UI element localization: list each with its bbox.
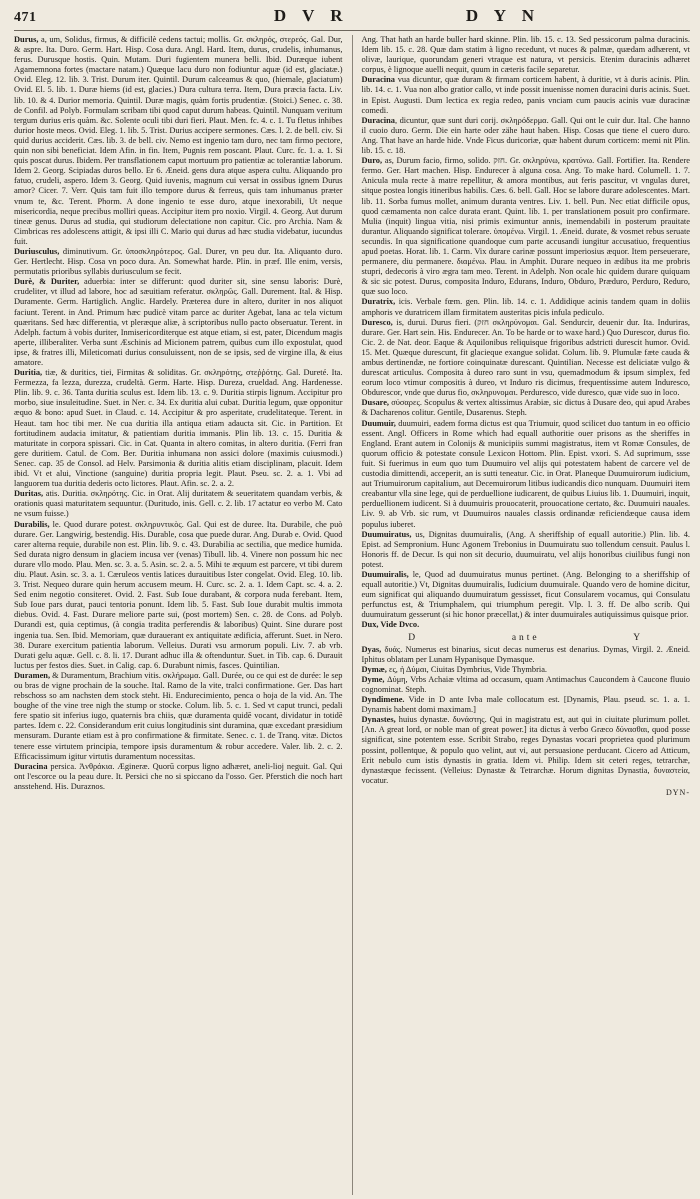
- entry-text: σύσαρες. Scopulus & vertex altissimus Arabiæ, sic dictus à Dusare deo, qui apud Arabes & Dacharenos colitur. Gentile, Dusarenus. Steph.: [361, 398, 690, 418]
- entry-lemma: Duracina: [14, 761, 48, 771]
- entry-lemma: Duratrix,: [361, 297, 396, 307]
- cross-reference-entry: [361, 620, 690, 630]
- entry-lemma: Duresco,: [361, 317, 393, 327]
- dictionary-entry: [14, 489, 343, 519]
- entry-text: δυάς. Numerus est binarius, sicut decas numerus est denarius. Dymas, Virgil. 2. Æneid. Iphitus oblatam per Lunam Hypanisque Dymasque.: [361, 644, 690, 664]
- entry-lemma: Duro,: [361, 156, 383, 166]
- dictionary-entry: [361, 75, 690, 115]
- entry-lemma: Dynastes,: [361, 715, 396, 725]
- dictionary-entry: [361, 645, 690, 665]
- entry-text: vua dicuntur, quæ duram & firmam corticem habent, à duritie, vt à duris acinis. Plin. lib. 14. c. 1. Vua non albo gratior callo, vt inde possit inuenisse nomen duracini duris acinis. Suet. in Epist. Augusti. Dum lectica ex regia redeo, panis vnciam cum paucis acinis vuæ duracinæ comedi.: [361, 75, 690, 115]
- dictionary-entry: [14, 277, 343, 368]
- entry-text: ες, ἡ Δύμαι, Ciuitas Dymbrius, Vide Thymbria.: [386, 664, 548, 674]
- entry-lemma: Duumuiratus,: [361, 529, 412, 539]
- right-column-entries-bottom: [361, 645, 690, 786]
- dictionary-entry: [361, 419, 690, 530]
- entry-lemma: Duumuiralis,: [361, 569, 409, 579]
- dictionary-entry: [361, 156, 690, 297]
- right-column-entries-top: [361, 35, 690, 620]
- column-rule: [352, 35, 353, 1195]
- dictionary-entry: [14, 247, 343, 277]
- entry-text: icis. Verbale fœm. gen. Plin. lib. 14. c. 1. Addidique acinis tandem quam in doliis amphoris ve duratricem illam firmitatem austeritas picis infula pediculo.: [361, 297, 690, 317]
- right-column: [361, 35, 690, 1195]
- entry-text: as, Durum facio, firmo, solido. חזק. Gr. σκληρύνω, κρατύνω. Gall. Fortifier. Ita. Rendere fermo. Ger. Hart machen. Hisp. Endurecer à alguna cosa. Ang. To make hard. Columell. 1. 7. Anicula mula recte à matre repellitur, & amora montibus, aut feris pascitur, vt vngulas duret, sitque postea longis itineribus habilis. Cæs. 6. bell. Gall. Hoc se labore durare adolescentes. Mart. lib. 11. Sorba fumus mollet, animum duranta ventres. Liv. 1. bell. Pun. Nec etiat difficile opus, quod cæmamenta non calce durata erant. Quint. lib. 1. per translationem posuit pro confirmare. Mulia (inquit) lingua vitia, nisi primis eximuntur annis, inemendabili in posterum prauitate durantur. Aliquando significat tolerare. ὑπομένω. Virgil. 1. Æneid. durate, & vosmet rebus seruate secundis. In qua significatione quandoque cum parte accusandi iungitur accusatiuo, frequentius apud poetas. Horat. lib. 1. Carm. Vix durare carinæ possunt imperiosius æquor. Item perseuerare, permanere, diu permanere. διαμένω. Plau. in Amphit. Durare nequeo in ædibus ita me probris stupri, dedecoris à viro ægra tam meo. Terent. in Adelph. Non ocale hic quidem durare quiquam & sic sic potest. Durus, composita Induro, Edurans, Induro, Obduro, Præduro, Perduro, Reduro, quæ suo loco.: [361, 156, 690, 297]
- entry-text: , dicuntur, quæ sunt duri corij. σκληρόδερμα. Gall. Qui ont le cuir dur. Ital. Che hanno il cuoio duro. Germ. Die ein harte oder zähe haut haben. Hisp. Cosas que tiene el cuero duro. Ang. That have an harde hide. Vnde Ficus duricoriæ, quæ habent durum corticem: memi nit Plin. lib. 15. c. 18.: [361, 115, 690, 156]
- running-head-left-word: D V R: [273, 6, 349, 25]
- catchword: DYN-: [665, 787, 690, 797]
- entry-lemma: Dyas,: [361, 644, 382, 654]
- dictionary-entry: [361, 35, 690, 75]
- dictionary-entry: [14, 762, 343, 792]
- entry-text: tiæ, & duritics, tiei, Firmitas & soliditas. Gr. σκληρότης, στεῤῥότης. Gal. Dureté. Ita. Fermezza, fa lezza, durezza, crudeltà. Germ. Harte. Hisp. Dureza, crueldad. Ang. Hardenesse. Plin. lib. 9. c. 36. Tanta duritia sculus est. Idem lib. 13. c. 9. Duritia stirpis lignum. Accipitur pro morbo, siue insuleitudine. Suet. in Ner. c. 34. Ex duritia alui cubat. Duritia legum, quæ opponitur æquo & bono: apud Suet. in Claud. c. 14. Accipitur & pro asperitate, crudelitateque. Terent. in Heaut. tam hoc tibi mer. Ne cua duritia illa antiqua etiam adaucta sit. Cic. in Partition. Et fortitudinem audacia imitatur, & patientiam duritia immanis. Plin lib. 13. c. 15. Duritia & maturitate in corpora spissari. Cic. in Cat. Quanta in altero comitas, in altero duritia. (Ferri fran gere duritiem. Catul. de Com. Ber. Duritia inhumana non assici dolore (maximis cuiusmodi.) Senec. cap. 35 de Consol. ad Helv. Parsimonia & duritia alitis etiam disciplinam, placuit. Idem ibid. Vt et alui, Vinctione (sanguine) duritia propria legit. Plaut. Pseu. sc. 2. a. 1. Vbi ad languorem tua duritia dederis octo lictores. Plaut. Afin. sc. 2. a. 2.: [14, 368, 343, 489]
- entry-lemma: Dyme,: [361, 674, 385, 684]
- entry-text: Δύμη, Vrbs Achaiæ vltima ad occasum, quam Antimachus Caucondem à Caucone fluuio cognominat. Steph.: [361, 674, 690, 694]
- dictionary-entry: [14, 368, 343, 489]
- entry-text: aduerbia: inter se differunt: quod duriter sit, sine sensu laboris: Durè, crudeliter, vt illud ad labore, hoc ad sæuitiam referatur. σκληρῶς. Gall. Durement. Ital. & Hisp. Duramente. Germ. Hartiglich. Anglic. Hardely. Præterea dure in altero, duriter in nos aliquot faciunt. Terent. in And. Primum hæc pudicè vitam parce ac duriter Agebat, lana ac tela victum quæritans. Sed hæc differentia, vt pleræque aliæ, à scriptoribus nullo pacto obseruatur. Terent. in Adelph. factum à vobis duriter, Inmisericorditerque est atque etiam, si est, pater, Dicendum magis aperte, illiberaliter. Verba sunt Æschinis ad Micionem patrem, quibus cum illo expostulat, quod ipse, & fratres illi, Mileticomati durius consuluissent, non de se ipsis, sed de virgine illa, & eius amatore.: [14, 277, 343, 367]
- left-column: [14, 35, 343, 1195]
- page-number: 471: [14, 10, 37, 25]
- entry-text: diminutivum. Gr. ὑποσκληρότερος. Gal. Durer, vn peu dur. Ita. Aliquanto duro. Ger. Hertlecht. Hisp. Cosa vn poco dura. An. Somewhat harde. Plin. in præf. Ille enim, versis, permutatis prioribus syllabis duriusculum se fecit.: [14, 246, 343, 277]
- dictionary-entry: [14, 671, 343, 762]
- entry-lemma: Dusare,: [361, 398, 390, 408]
- entry-lemma: Duramen,: [14, 670, 51, 680]
- section-heading-right: Y: [633, 632, 644, 643]
- entry-text: & Duramentum, Brachium vitis. σκλήρωμα. Gall. Durée, ou ce qui est de durée: le sep ou bras de vigne prochain de la souche. Ital. Ramo de la vite, tralci confirmatione. Ger. Das hart rebschoss so am nachsten dem stock steht. Hi. Endurecimiento, penca o hoja de la vid. An. The boughe of the vine tree nigh the stump or stocke. Colum. lib. 5. c. 1. Sed vt caput trunci, pedali fere spatio sit inferius iugo, quaternis bra chiis, quæ duramenta quidē vocant, dividatur in totidē partes. Idem c. 22. Considerandum erit cuius longitudinis sint duramina, quæ excedant præsidium mensuram. Durante etiam est à pro confirmatione & firmitate. Senec. c. 1. de Tranq. vitæ. Dictos tenere esse virtutem principia, tempore ipsis duramentum & robur accedere. Valer. lib. 2. c. 2. Efficacissimum igitur virtutis duramentum nocessitas.: [14, 670, 343, 761]
- section-heading: [361, 633, 690, 643]
- cross-reference-text: Dux, Vide Dvco.: [361, 620, 420, 630]
- entry-lemma: Dyndimene.: [361, 695, 405, 705]
- section-heading-mid: ante: [511, 632, 540, 643]
- dictionary-entry: [361, 695, 690, 715]
- entry-lemma: Dymæ,: [361, 664, 387, 674]
- dictionary-entry: [14, 35, 343, 247]
- entry-text: persica. Ἀνθράκια. Ægineræ. Quorū corpus ligno adhæret, aneli-lioj neguit. Gal. Qui ont l'escorce ou la peau dure. It. Persici che no si spiccano da l'osso. Ger. Pferstich die noch hart ansstehend. His. Duraznos.: [14, 761, 343, 791]
- dictionary-entry: [361, 715, 690, 786]
- entry-text: le, Quod ad duumuiratus munus pertinet. (Ang. Belonging to a sheriffship of equall autoritie.) Vt, Dignitas duumuiralis, Iudicium duumuirale. Quando vero de homine dicitur, eum significat qui aliquando duumuiratum gessisset, ficut Consularem vocamus, qui Consulatu perfunctus est, & Triumphalem, qui triumphum peregit. Vlp. l. 3. ff. De albo scrib. Qui duumuiratum gesserunt (si hic honor præcellat,) & inter duumuirales autiquissimus quisque prior.: [361, 569, 690, 620]
- entry-lemma: Duracina: [361, 115, 395, 125]
- entry-text: huius dynastæ. δυνάστης. Qui in magistratu est, aut qui in ciuitate plurimum pollet. [An. A great lord, or noble man of great power.] ita dictus à verbo Græco δύνασθαι, quod posse significat, sine potentem esse. Scribit Strabo, reges Dynastas vocari proprietea quod plurimum possint, pollentque, & populo quo velint, aut vi, aut persuasione perducant. Cicero ad Atticum, Erit nebulo cum istis dynastis in gratia. Idem vi. Philip. Idem sit ceteri reges, tetrarchæ, dynastæque fecissent. (Velleius: Dynastæ & Tetrarchæ. Horum dignitas Dynastia, δυναστεία, vocatur.: [361, 715, 690, 785]
- entry-text: a, um, Solidus, firmus, & difficilè cedens tactui; mollis. Gr. σκληρός, στερεός. Gal. Dur, & aspre. Ita. Duro. Germ. Hart. Hisp. Cosa dura. Angl. Hard. Item, durus, crudelis, inhumanus, ferus. Durusque hostis. Quin. Mutam. Duri fugientem munera belli. Ibid. Duræque iubent Agamemnona fortes (mactare natam.) Quæque lacu duro non fodiuntur aquæ (id est, glaciatæ.) Ovid. Eleg. 12. lib. 3. Trist. Durum iter. Quintil. Durum calceamus & quo, (hiemale, glaciatum) Ovid. El. 5. lib. 1. Duræ hiems (id est, glacies.) Dura cultura terra. Item, Dura præcia facta. Liv. lib. 10. & 4. Durior memoria. Quintil. Duræ magis, quàm fortis prudentiæ. (Stoici.) Senec. c. 38. de Confil. ad Polyb. Formulam scribam tibi quod caput durum habeas. Quintil. Nunquam veritum tergum durius eris quàm. &c. Solente oculi tibi duri fieri. Plaut. Men. fc. 4. c. 1. Tu fletus inhibes durior hoste meos. Ovid. Eleg. 1. lib. 5. Trist. Durius accipere sermones. Cæs. l. 2. de bell. civ. Si quid durius acciderit. Cæs. lib. 3. de bell. civ. Nemo est ingenio tam duro, nec tam firmo pectore, quin non sibi beneficiat. Idem Afin. in fin. Item, Pugnis rem poscant. Plaut. Curc. fc. 1. a. 1. Si quis poscat durus. Ibidem. Per transflationem caput mortuum pro patientiæ ac tolerantiæ laborum. Idem 2. Georg. Scipiadas duros bello. Er 6. Æneid. gens dura atque aspera cultu. Aliquando pro fatuo, crudeli, aspero. Idem 3. Georg. Quid iuvenis, magnum cui versat in ossibus ignem Durus amor? Cicer. 7. Verr. Quis tam fuit illo tempore durus & ferreus, quis tam inhumanus præter vnum te, &c. Terent. Phorm. A done ingenio te esse duro, atque inexorabili, Ut neque misericordia, neque precibus molliri queas. Accipitur item pro noxio. Virgil. 4. Georg. Aut durum tineæ genus. Durus ad studia, qui studiorum delectatione non capitur. Cic. pro Archia. Nam & Cimbricas res adolescens attigit, & ipsi illi C. Mario qui durus ad hæc studia videbatur, iucundus fuit.: [14, 35, 343, 246]
- dictionary-entry: [361, 297, 690, 317]
- entry-text: le. Quod durare potest. σκληρυντικὸς. Gal. Qui est de duree. Ita. Durabile, che può durare. Ger. Langwirig, bestendig. His. Durable, cosa que puede durar. Ang. Durab e. Ovid. Quod carer alterna requie, durabile non est. Plin. lib. 9. c. 43. Durabilia ac sectilia, que medice humida. Sed durata nigro densum in glaciem incusa ver (venas) Tibull. lib. 4. Vinere non possum hic nec durare vllo modo. Plau. Men. sc. 3. a. 5. Asin. sc. 2. a. 5. Mihi te æquum est parcere, vt tibi durem diu. Plaut. Asin. sc. 3. a. 1. Cæruleos ventis latices durauitibus Ister congelat. Ovid. Eleg. 10. lib. 3. Trist. Nequeo durare quin herum accusem meum. H. Curc. sc. 2. a. 1. Idem Capt. sc. 4. a. 2. Sed enim negotio consiteret. Ovid. 2. Fast. Sub Ioue durabant, & corpora nuda ferebant. Item, Sub Ioue pars durat, pauci tentoria ponunt. Idem lib. 5. Fast. Sub Ioue durabit multis immota diebus. Ovid. 4. Fast. Durare meliore parte sui, (post mortem) Sen. c. 28. de Cons. ad Polyb. Durandi est, quia ceptimus, (à congia tradita perferendis & laboribus) Quint. Sine durare post ingenia tua. Sen. Ibid. Memoriam, quæ durauerant ex antiquitate ædificia, afferunt. Suet. in Nero. 38. Durare exercitum patientia laborum. Velleius. Durati vsu armorum populi. Liv. 7. ab vrb. Durati gelu aquæ. Gell. c. 8. li. 17. Durant adhuc illa & oftenduntur. Suet. in Tib. cap. 6. Durauit luctus per festos dies. Suet. in Calig. cap. 6. Durabunt nimis, fasces. Quintilian.: [14, 519, 343, 670]
- entry-lemma: Duritas,: [14, 489, 44, 499]
- dictionary-entry: [361, 530, 690, 570]
- running-head: [14, 6, 690, 31]
- dictionary-entry: [361, 116, 690, 156]
- dictionary-entry: [361, 570, 690, 620]
- entry-lemma: Durus,: [14, 35, 39, 44]
- entry-lemma: Durè, & Duriter,: [14, 277, 80, 287]
- two-column-body: [14, 35, 690, 1195]
- entry-lemma: Duriusculus,: [14, 246, 60, 256]
- dictionary-entry: [361, 398, 690, 418]
- section-heading-left: D: [408, 632, 419, 643]
- entry-lemma: Duumuir,: [361, 418, 396, 428]
- entry-text: us, Dignitas duumuiralis, (Ang. A sheriffship of equall autoritie.) Plin. lib. 4. Epist. ad Sempronium. Hunc Agonem Trebonius in Duumuiratu suo tollendum censuit. Paulus l. Honoris ff. de Decur. Is qui non sit decurio, duumuiratu, vel alijs honoribus ciuilibus fungi non potest.: [361, 529, 690, 569]
- entry-text: is, durui. Durus fieri. (חזק σκληρύνομαι. Gal. Sendurcir, deuenir dur. Ita. Induriras, durare. Ger. Hart sein. His. Endurecer. An. To be harde or to waxe hard.) Quo Durescor, durus fio. Cic. 2. de Nat. deor. Eaque & Aquilonibus reliquisque frigoribus adstricti durescit humor. Ovid. 15. Met. Quæque durescunt, fit glacieque exangue solidat. Colum. lib. 9. Plumulæ fæte cauda & ambus dertinendæ, ne fortiore coinquinatæ durescant. Quintilian. Necesse est deliciatæ vulgo & durescat articulus. Composita à dureo raro sunt in vsu, quemadmodum & ipsum simplex, fed eorum loco vtimur compositis à dureo, vt Induro ris dicimus, frequentissime autem Induresco, Obdurescor, vnde que durus fio, σκληρυνομαι. Perduresco, vide duresco, quæ vide suo in loco.: [361, 317, 690, 398]
- entry-text: atis. Duritia. σκληρότης. Cic. in Orat. Alij duritatem & seueritatem quandam verbis, & orationis quasi maturitatem sequuntur. (Duritudo, inis. Gell. c. 2. lib. 17 actatur eo verbo M. Cato ne vsum fuisse.): [14, 489, 343, 519]
- entry-text: Ang. That hath an harde buller hard skinne. Plin. lib. 15. c. 13. Sed pessicorum palma duracinis. Idem lib. 15. c. 28. Quæ dam statim à ligno recedunt, vt nuces & palmæ, quædam adhærent, vt olivæ, laurique, quorundam generi vtraque est natura, vt persicis. Etenim duracinis adhæret corpus, è lignoque auelli nequit, quum in cæteris facile separetur.: [361, 35, 690, 75]
- entry-lemma: Duritia,: [14, 368, 43, 378]
- dictionary-entry: [361, 318, 690, 399]
- dictionary-entry: [361, 665, 690, 675]
- running-head-right-word: D Y N: [465, 6, 540, 25]
- dictionary-entry: [14, 520, 343, 671]
- entry-lemma: Durabilis,: [14, 519, 50, 529]
- entry-text: Vide in D ante Ivba male collocatum est. [Dynamis, Plau. pseud. sc. 1. a. 1. Dynamis habent domi maximam.]: [361, 695, 690, 715]
- dictionary-entry: [361, 675, 690, 695]
- entry-text: duumuiri, eadem forma dictus est qua Triumuir, quod scilicet duo tantum in eo officio essent. Angl. Officers in Rome which had equall authoritie ouer prisons as the sheriffes in England. Erant autem in Colonijs & municipiis summi magistratus, item vt Romæ Consules, de quorum officio & potestate consule Lexicon Hottom. Plin. Epist. vxori. S. Ad suprimum, ssse fuit. Si fuerimus in eum quo tum Duumuiro vel alijs qui potestatem habent de carcere vel de custodia dimittendi, acceperit, an is sutti teneatur. Cic. in Orat. Planeque Duumuirorum iudicium, aut Triumuirorum capitalium, aut Decemuirorum litibus iudicandis dico nunquam. Duumuiri item creabantur vlla sine lege, qui de perduellione iudicarent, de quibus Liuius lib. 1. Duumuiri, inquit, perduellionem iudicent. Si à duumuiris prouocaterit, prouocatione certato, &c. Duumuiri nauales. Liv. 9. ab Vrb. sic rum, vt Duumuiros nauales classis ordinandæ reficiendæque causa idem populus iuberet.: [361, 418, 690, 529]
- entry-lemma: Duracina: [361, 75, 395, 85]
